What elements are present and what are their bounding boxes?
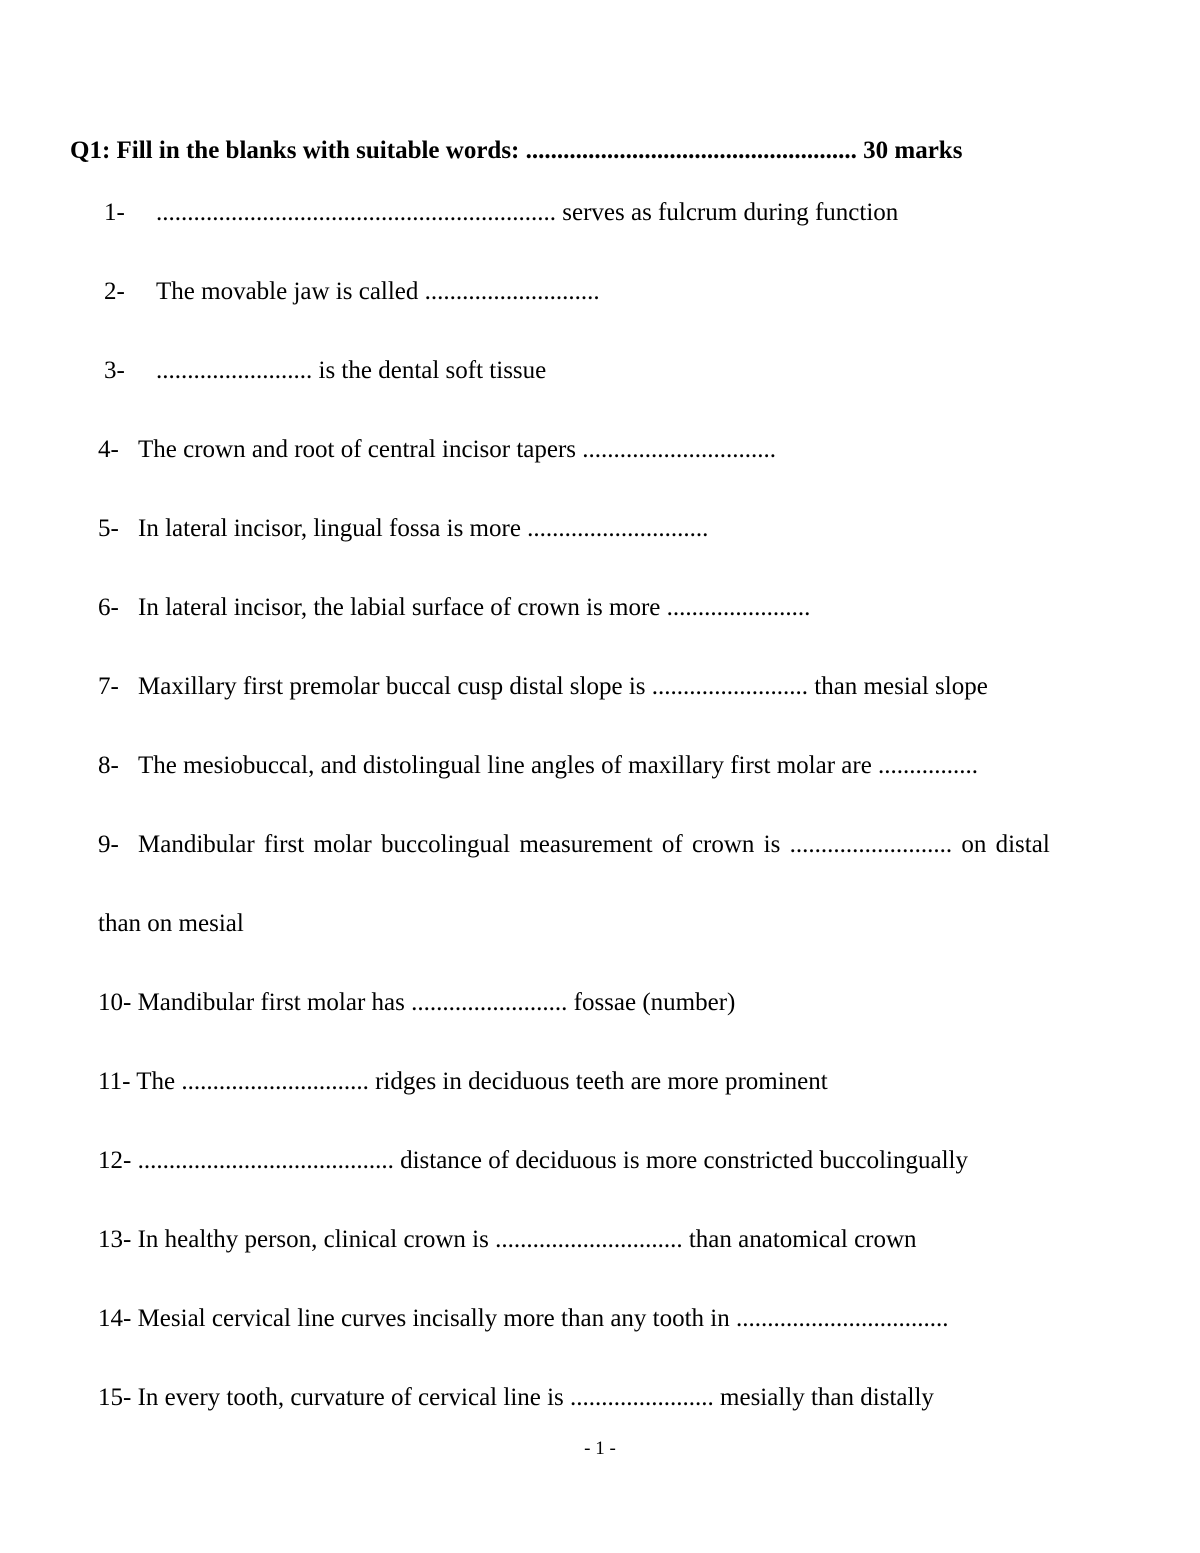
item-number: 14- — [98, 1305, 132, 1332]
question-item-14 — [98, 1304, 949, 1334]
item-text: Maxillary first premolar buccal cusp distal slope is ......................... than mesial slope — [138, 673, 988, 700]
item-text: Mandibular first molar has ......................... fossae (number) — [137, 989, 736, 1016]
item-number: 2- — [104, 278, 125, 305]
question-item-7 — [98, 672, 988, 702]
question-item-3 — [104, 356, 546, 386]
item-text: The crown and root of central incisor tapers ............................... — [138, 436, 777, 463]
item-number: 12- — [98, 1147, 132, 1174]
item-number: 3- — [104, 357, 125, 384]
question-heading: Q1: Fill in the blanks with suitable words: ..................................................... 30 marks — [70, 137, 963, 164]
page-number: - 1 - — [584, 1438, 616, 1459]
item-text: In healthy person, clinical crown is .............................. than anatomical crown — [137, 1226, 917, 1253]
question-item-9-continuation: than on mesial — [98, 910, 244, 937]
item-text: Mesial cervical line curves incisally more than any tooth in .................................. — [137, 1305, 949, 1332]
question-item-5 — [98, 514, 708, 544]
question-item-10 — [98, 988, 735, 1018]
item-text: In every tooth, curvature of cervical line is ....................... mesially than distally — [137, 1384, 934, 1411]
item-number: 4- — [98, 436, 119, 463]
question-item-4 — [98, 435, 776, 465]
item-text: The movable jaw is called ............................ — [156, 278, 600, 305]
item-text: In lateral incisor, the labial surface of crown is more ....................... — [138, 594, 811, 621]
item-text: ......................... is the dental soft tissue — [156, 357, 547, 384]
item-number: 1- — [104, 199, 125, 226]
item-number: 13- — [98, 1226, 132, 1253]
question-item-15 — [98, 1383, 934, 1413]
item-number: 10- — [98, 989, 132, 1016]
item-number: 5- — [98, 515, 119, 542]
item-text: The .............................. ridges in deciduous teeth are more prominent — [136, 1068, 828, 1095]
question-item-2 — [104, 277, 600, 307]
item-number: 15- — [98, 1384, 132, 1411]
question-item-12 — [98, 1146, 968, 1176]
question-item-8 — [98, 751, 978, 781]
item-number: 6- — [98, 594, 119, 621]
item-text: ................................................................ serves as fulcrum during function — [156, 199, 899, 226]
item-text: The mesiobuccal, and distolingual line angles of maxillary first molar are ................ — [138, 752, 979, 779]
question-item-11 — [98, 1067, 828, 1097]
item-text: ......................................... distance of deciduous is more constricted buccolingually — [137, 1147, 968, 1174]
question-item-1 — [104, 198, 898, 228]
question-item-9 — [98, 830, 1050, 860]
item-number: 8- — [98, 752, 119, 779]
item-number: 11- — [98, 1068, 131, 1095]
item-text: In lateral incisor, lingual fossa is more ............................. — [138, 515, 709, 542]
item-text: Mandibular first molar buccolingual measurement of crown is .......................... on distal — [138, 831, 1050, 858]
item-number: 7- — [98, 673, 119, 700]
item-number: 9- — [98, 831, 119, 858]
question-item-6 — [98, 593, 810, 623]
question-item-13 — [98, 1225, 917, 1255]
